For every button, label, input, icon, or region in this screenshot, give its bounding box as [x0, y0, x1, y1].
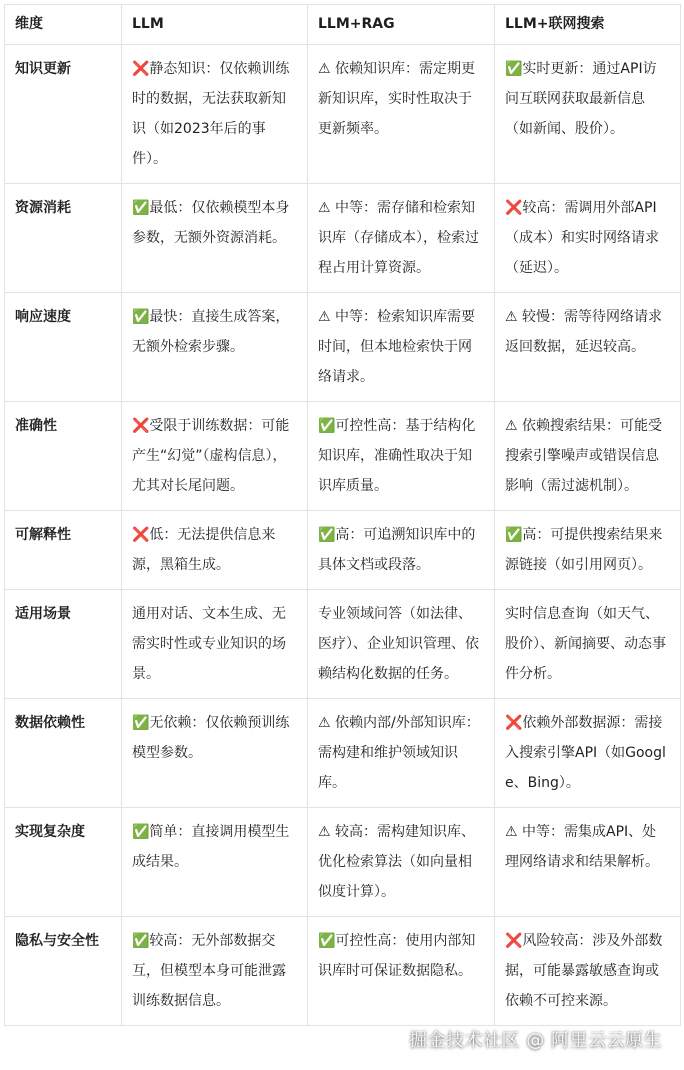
cell-llm-search: ❌较高：需调用外部API（成本）和实时网络请求（延迟）。 [495, 184, 681, 293]
cell-llm-rag: ⚠ 依赖知识库：需定期更新知识库，实时性取决于更新频率。 [308, 45, 495, 184]
cell-llm-rag: ✅可控性高：使用内部知识库时可保证数据隐私。 [308, 917, 495, 1026]
cell-llm-rag: ⚠ 较高：需构建知识库、优化检索算法（如向量相似度计算）。 [308, 808, 495, 917]
cell-llm-search: ⚠ 依赖搜索结果：可能受搜索引擎噪声或错误信息影响（需过滤机制）。 [495, 402, 681, 511]
cell-llm: ✅无依赖：仅依赖预训练模型参数。 [122, 699, 308, 808]
header-llm-rag: LLM+RAG [308, 5, 495, 45]
table-row [5, 808, 681, 917]
cell-llm: ✅最快：直接生成答案，无额外检索步骤。 [122, 293, 308, 402]
cell-llm-rag: 专业领域问答（如法律、医疗）、企业知识管理、依赖结构化数据的任务。 [308, 590, 495, 699]
header-llm-search: LLM+联网搜索 [495, 5, 681, 45]
table-row [5, 699, 681, 808]
table-row [5, 293, 681, 402]
table-row [5, 511, 681, 590]
table-row [5, 590, 681, 699]
row-dimension: 适用场景 [5, 590, 122, 699]
cell-llm: 通用对话、文本生成、无需实时性或专业知识的场景。 [122, 590, 308, 699]
table-row [5, 184, 681, 293]
cell-llm-search: ❌依赖外部数据源：需接入搜索引擎API（如Google、Bing）。 [495, 699, 681, 808]
cell-llm-search: ⚠ 中等：需集成API、处理网络请求和结果解析。 [495, 808, 681, 917]
cell-llm-rag: ✅高：可追溯知识库中的具体文档或段落。 [308, 511, 495, 590]
cell-llm: ✅简单：直接调用模型生成结果。 [122, 808, 308, 917]
row-dimension: 可解释性 [5, 511, 122, 590]
row-dimension: 响应速度 [5, 293, 122, 402]
cell-llm: ❌低：无法提供信息来源，黑箱生成。 [122, 511, 308, 590]
cell-llm-search: ✅实时更新：通过API访问互联网获取最新信息（如新闻、股价）。 [495, 45, 681, 184]
watermark: 掘金技术社区 @ 阿里云云原生 [409, 1030, 662, 1051]
row-dimension: 资源消耗 [5, 184, 122, 293]
header-dimension: 维度 [5, 5, 122, 45]
table-row [5, 402, 681, 511]
row-dimension: 知识更新 [5, 45, 122, 184]
row-dimension: 准确性 [5, 402, 122, 511]
cell-llm: ✅较高：无外部数据交互，但模型本身可能泄露训练数据信息。 [122, 917, 308, 1026]
comparison-table-container [4, 4, 680, 1026]
cell-llm-rag: ⚠ 中等：检索知识库需要时间，但本地检索快于网络请求。 [308, 293, 495, 402]
cell-llm: ❌受限于训练数据：可能产生“幻觉”（虚构信息），尤其对长尾问题。 [122, 402, 308, 511]
cell-llm-search: ✅高：可提供搜索结果来源链接（如引用网页）。 [495, 511, 681, 590]
table-row [5, 917, 681, 1026]
cell-llm-rag: ⚠ 依赖内部/外部知识库：需构建和维护领域知识库。 [308, 699, 495, 808]
cell-llm: ❌静态知识：仅依赖训练时的数据，无法获取新知识（如2023年后的事件）。 [122, 45, 308, 184]
cell-llm-rag: ⚠ 中等：需存储和检索知识库（存储成本），检索过程占用计算资源。 [308, 184, 495, 293]
comparison-table [4, 4, 681, 1026]
row-dimension: 实现复杂度 [5, 808, 122, 917]
cell-llm-rag: ✅可控性高：基于结构化知识库，准确性取决于知识库质量。 [308, 402, 495, 511]
table-header-row [5, 5, 681, 45]
cell-llm-search: ⚠ 较慢：需等待网络请求返回数据，延迟较高。 [495, 293, 681, 402]
table-row [5, 45, 681, 184]
header-llm: LLM [122, 5, 308, 45]
cell-llm: ✅最低：仅依赖模型本身参数，无额外资源消耗。 [122, 184, 308, 293]
cell-llm-search: 实时信息查询（如天气、股价）、新闻摘要、动态事件分析。 [495, 590, 681, 699]
row-dimension: 隐私与安全性 [5, 917, 122, 1026]
row-dimension: 数据依赖性 [5, 699, 122, 808]
cell-llm-search: ❌风险较高：涉及外部数据，可能暴露敏感查询或依赖不可控来源。 [495, 917, 681, 1026]
